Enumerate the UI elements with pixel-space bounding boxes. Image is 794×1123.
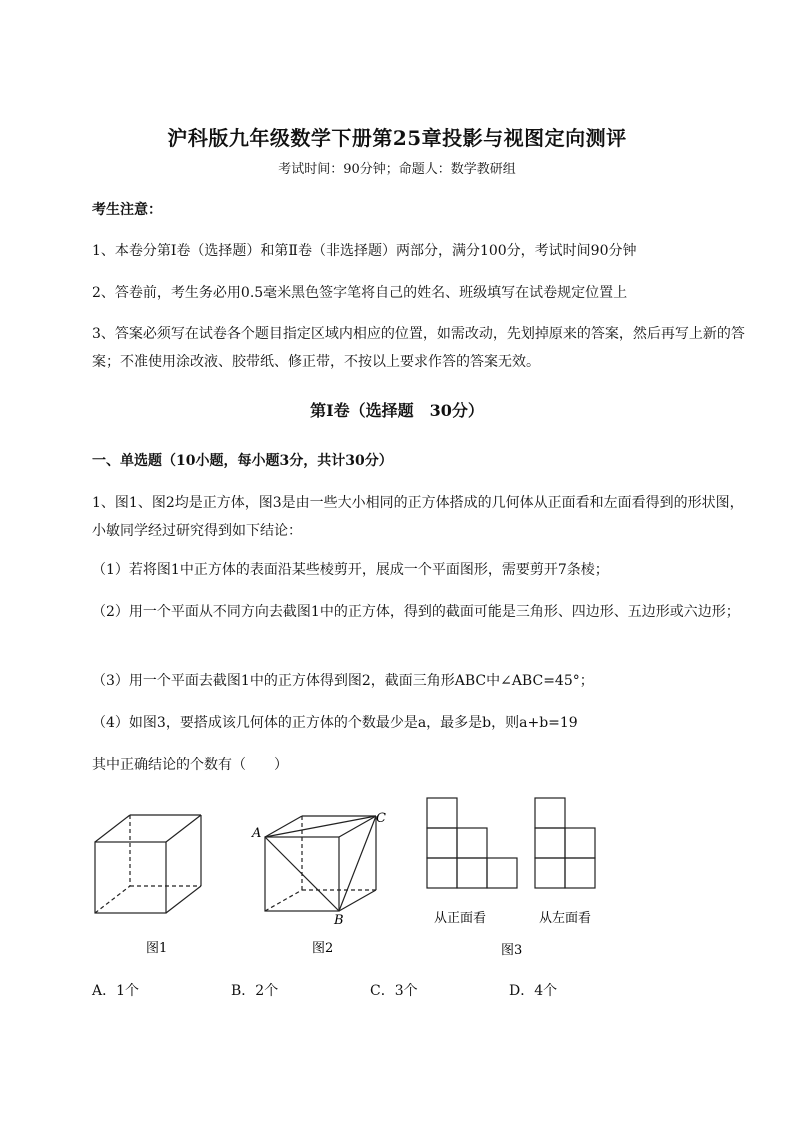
figure-1-cube: [95, 815, 201, 913]
conclusion-4: （4）如图3，要搭成该几何体的正方体的个数最少是a，最多是b，则a+b=19: [92, 715, 578, 731]
front-view-label: 从正面看: [434, 911, 487, 926]
question-prompt: 其中正确结论的个数有（ ）: [92, 757, 288, 773]
point-c-label: C: [376, 811, 386, 826]
notice-item-1: 1、本卷分第I卷（选择题）和第Ⅱ卷（非选择题）两部分，满分100分，考试时间90分钟: [92, 243, 637, 259]
figures-area: [80, 780, 720, 970]
figure-2-caption: 图2: [312, 941, 334, 956]
figure-1-caption: 图1: [146, 941, 168, 956]
option-a[interactable]: A．1个: [92, 983, 140, 999]
figure-3-left-view: [535, 798, 595, 888]
notice-item-3: 3、答案必须写在试卷各个题目指定区域内相应的位置，如需改动，先划掉原来的答案，然后再写上新的答案；不准使用涂改液、胶带纸、修正带，不按以上要求作答的答案无效。: [92, 326, 745, 370]
option-d[interactable]: D．4个: [509, 983, 558, 999]
point-a-label: A: [252, 826, 262, 841]
page-title: 沪科版九年级数学下册第25章投影与视图定向测评: [167, 126, 627, 150]
point-b-label: B: [334, 913, 344, 928]
conclusion-1: （1）若将图1中正方体的表面沿某些棱剪开，展成一个平面图形，需要剪开7条棱；: [92, 562, 609, 578]
figure-3-caption: 图3: [501, 943, 523, 958]
left-view-label: 从左面看: [539, 911, 592, 926]
conclusion-2: （2）用一个平面从不同方向去截图1中的正方体，得到的截面可能是三角形、四边形、五边形或六边形；: [92, 604, 740, 620]
figure-3-front-view: [427, 798, 517, 888]
section-title: 第I卷（选择题 30分）: [310, 401, 484, 420]
conclusion-3: （3）用一个平面去截图1中的正方体得到图2，截面三角形ABC中∠ABC=45°；: [92, 673, 594, 689]
part-heading: 一、单选题（10小题，每小题3分，共计30分）: [92, 453, 393, 469]
notice-heading: 考生注意：: [92, 202, 162, 218]
figure-2-cube: [265, 816, 376, 911]
page-subtitle: 考试时间：90分钟；命题人：数学教研组: [278, 162, 516, 177]
option-c[interactable]: C．3个: [370, 983, 418, 999]
option-b[interactable]: B．2个: [231, 983, 279, 999]
question-stem: 1、图1、图2均是正方体，图3是由一些大小相同的正方体搭成的几何体从正面看和左面看得到的形状图，小敏同学经过研究得到如下结论：: [92, 495, 744, 539]
notice-item-2: 2、答卷前，考生务必用0.5毫米黑色签字笔将自己的姓名、班级填写在试卷规定位置上: [92, 285, 628, 301]
